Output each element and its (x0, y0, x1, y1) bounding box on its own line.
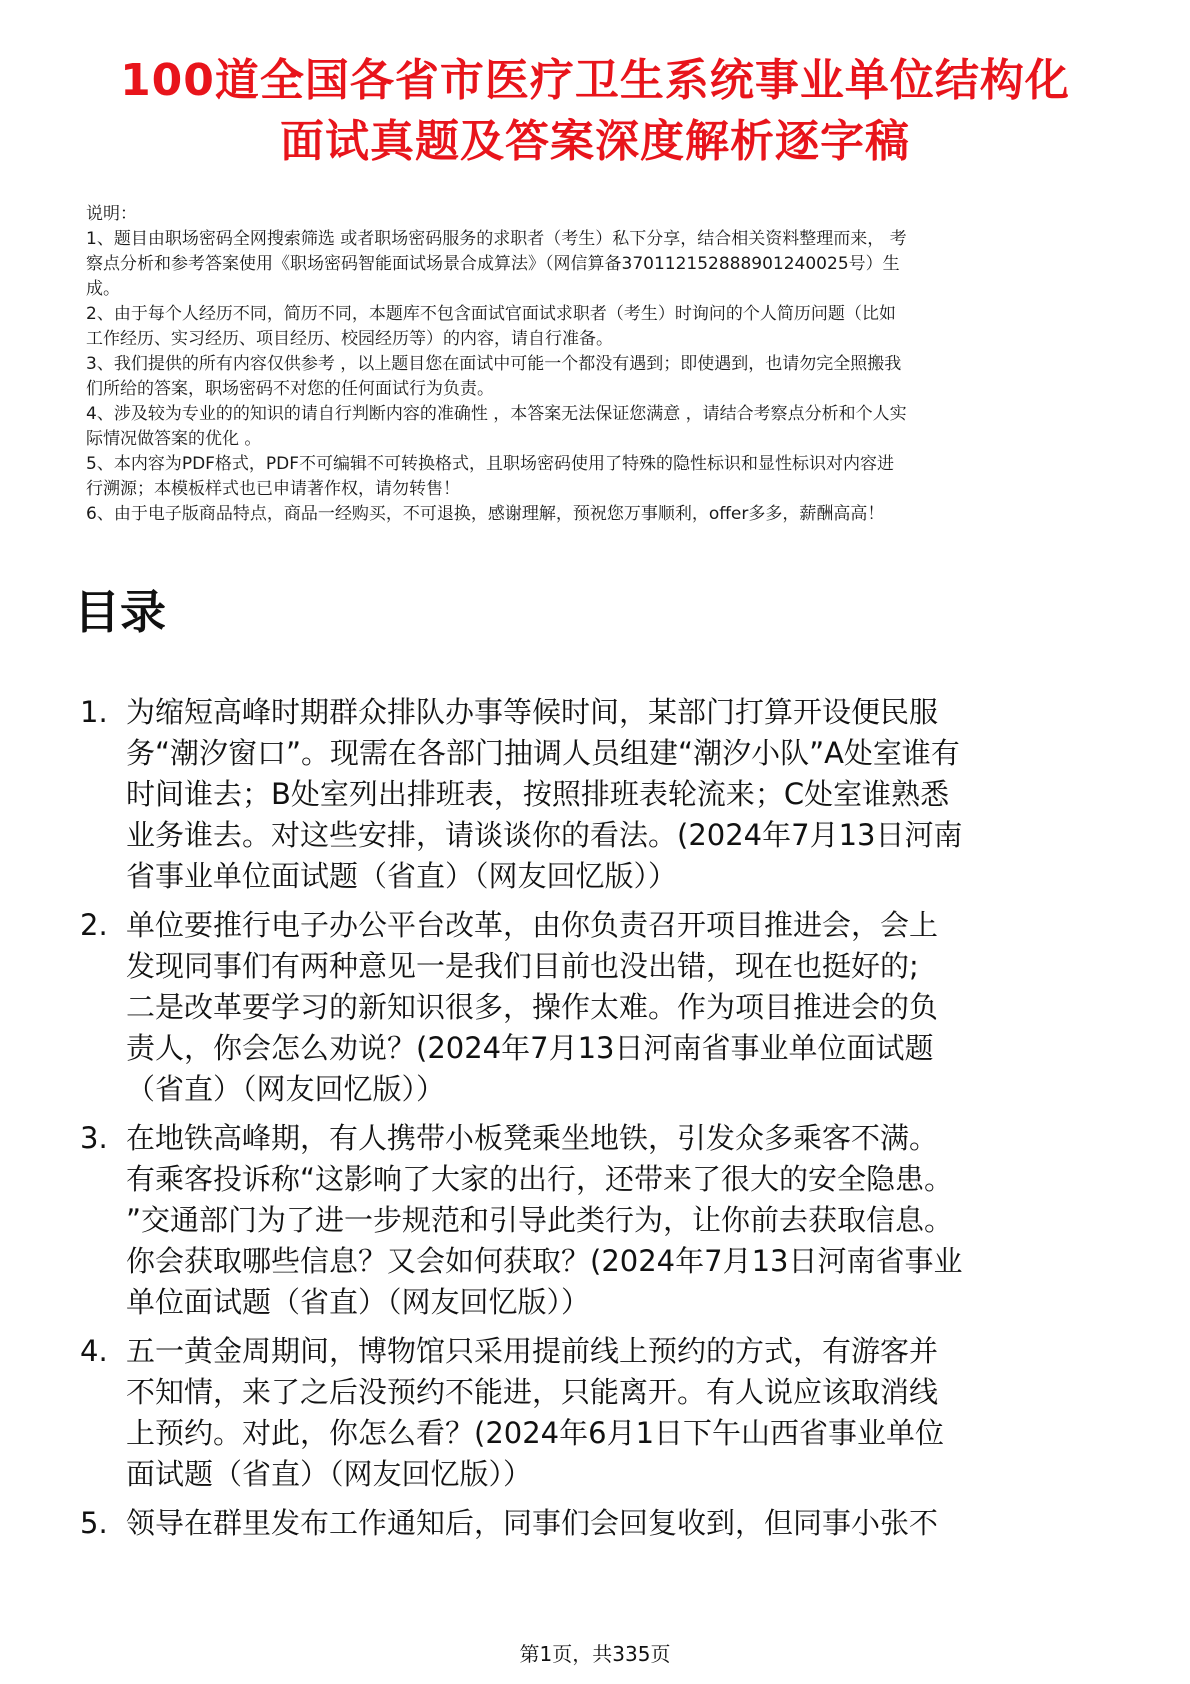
question-text-line: 务“潮汐窗口”。现需在各部门抽调人员组建“潮汐小队”A处室谁有 (126, 736, 960, 770)
notes-line: 成。 (86, 279, 120, 299)
question-number: 1. (80, 695, 108, 729)
question-text-line: 不知情，来了之后没预约不能进，只能离开。有人说应该取消线 (126, 1375, 939, 1409)
question-text-line: 为缩短高峰时期群众排队办事等候时间，某部门打算开设便民服 (126, 695, 939, 729)
notes-line: 际情况做答案的优化 。 (86, 429, 262, 449)
question-text-line: 单位要推行电子办公平台改革，由你负责召开项目推进会，会上 (126, 908, 939, 942)
document-title-line-2: 面试真题及答案深度解析逐字稿 (280, 116, 910, 167)
question-text-line: 五一黄金周期间，博物馆只采用提前线上预约的方式，有游客并 (126, 1334, 939, 1368)
question-item[interactable] (80, 692, 1130, 897)
question-text-line: 领导在群里发布工作通知后，同事们会回复收到，但同事小张不 (126, 1506, 939, 1540)
question-item[interactable] (80, 1118, 1130, 1323)
notes-line: 2、由于每个人经历不同，简历不同，本题库不包含面试官面试求职者（考生）时询问的个人简历问题（比如 (86, 304, 896, 324)
question-item[interactable] (80, 905, 1130, 1110)
question-number: 4. (80, 1334, 108, 1368)
question-text-line: 发现同事们有两种意见一是我们目前也没出错，现在也挺好的; (126, 949, 919, 983)
notes-line: 察点分析和参考答案使用《职场密码智能面试场景合成算法》（网信算备370112152888901240025号）生 (86, 254, 900, 274)
document-title-line-1: 100道全国各省市医疗卫生系统事业单位结构化 (120, 55, 1070, 106)
question-number: 5. (80, 1506, 108, 1540)
question-text-line: 时间谁去；B处室列出排班表，按照排班表轮流来；C处室谁熟悉 (126, 777, 950, 811)
question-text-line: ”交通部门为了进一步规范和引导此类行为，让你前去获取信息。 (126, 1203, 954, 1237)
question-list (80, 692, 1130, 1552)
notes-header: 说明： (86, 204, 137, 224)
toc-heading: 目录 (74, 585, 166, 639)
notes-line: 6、由于电子版商品特点，商品一经购买，不可退换，感谢理解，预祝您万事顺利，offer多多，薪酬高高！ (86, 504, 885, 524)
notes-section (86, 202, 1116, 527)
notes-line: 工作经历、实习经历、项目经历、校园经历等）的内容，请自行准备。 (86, 329, 613, 349)
question-text-line: 你会获取哪些信息？又会如何获取？(2024年7月13日河南省事业 (126, 1244, 963, 1278)
question-number: 2. (80, 908, 108, 942)
notes-line: 4、涉及较为专业的的知识的请自行判断内容的准确性 ，本答案无法保证您满意 ，请结合考察点分析和个人实 (86, 404, 907, 424)
question-text-line: 二是改革要学习的新知识很多，操作太难。作为项目推进会的负 (126, 990, 939, 1024)
question-text-line: 面试题（省直）（网友回忆版）） (126, 1457, 533, 1491)
notes-line: 行溯源；本模板样式也已申请著作权，请勿转售！ (86, 479, 460, 499)
question-text-line: 在地铁高峰期，有人携带小板凳乘坐地铁，引发众多乘客不满。 (126, 1121, 939, 1155)
question-text-line: 单位面试题（省直）（网友回忆版）） (126, 1285, 591, 1319)
notes-line: 5、本内容为PDF格式，PDF不可编辑不可转换格式，且职场密码使用了特殊的隐性标识和显性标识对内容进 (86, 454, 895, 474)
question-item[interactable] (80, 1331, 1130, 1495)
question-item[interactable] (80, 1503, 1130, 1544)
notes-line: 1、题目由职场密码全网搜索筛选 或者职场密码服务的求职者（考生）私下分享，结合相关资料整理而来， 考 (86, 229, 907, 249)
question-text-line: （省直）（网友回忆版）） (126, 1072, 446, 1106)
question-text-line: 业务谁去。对这些安排，请谈谈你的看法。(2024年7月13日河南 (126, 818, 963, 852)
question-text-line: 省事业单位面试题（省直）（网友回忆版）） (126, 859, 678, 893)
question-number: 3. (80, 1121, 108, 1155)
notes-line: 们所给的答案，职场密码不对您的任何面试行为负责。 (86, 379, 494, 399)
question-text-line: 上预约。对此，你怎么看？(2024年6月1日下午山西省事业单位 (126, 1416, 945, 1450)
question-text-line: 责人，你会怎么劝说？(2024年7月13日河南省事业单位面试题 (126, 1031, 934, 1065)
page-footer: 第1页，共335页 (519, 1642, 671, 1666)
notes-line: 3、我们提供的所有内容仅供参考 ，以上题目您在面试中可能一个都没有遇到；即使遇到，也请勿完全照搬我 (86, 354, 902, 374)
question-text-line: 有乘客投诉称“这影响了大家的出行，还带来了很大的安全隐患。 (126, 1162, 954, 1196)
